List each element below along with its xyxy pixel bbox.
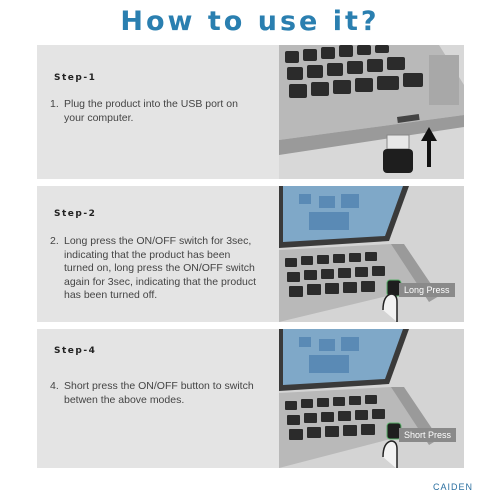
page-title: How to use it?: [120, 6, 380, 37]
step-4-panel: [37, 329, 464, 468]
step-description: 4. Short press the ON/OFF button to switch betwen the above modes.: [50, 380, 254, 406]
step-label: Step-4: [54, 346, 97, 356]
step-description: 2. Long press the ON/OFF switch for 3sec, indicating that the product has been turned on, long press the ON/OFF switch again for 3sec, indicating that the product has been turned off.: [50, 235, 257, 301]
step-2-panel: [37, 186, 464, 322]
step-description: 1. Plug the product into the USB port on your computer.: [50, 98, 238, 124]
step-1-panel: [37, 45, 464, 179]
laptop-short-press-photo: [279, 329, 464, 468]
laptop-long-press-photo: [279, 186, 464, 322]
step-label: Step-2: [54, 209, 97, 219]
brand-logo: CAIDEN: [432, 482, 473, 492]
step-label: Step-1: [54, 73, 97, 83]
laptop-usb-photo: [279, 45, 464, 179]
long-press-badge: Long Press: [399, 283, 455, 297]
short-press-badge: Short Press: [399, 428, 456, 442]
